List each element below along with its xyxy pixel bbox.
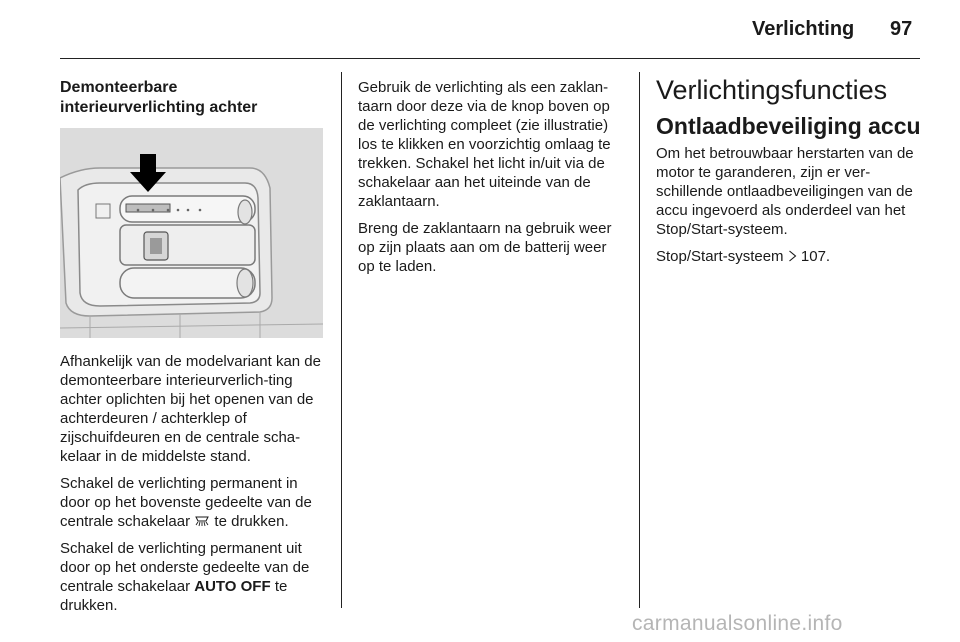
section-title-line2: interieurverlichting achter: [60, 99, 258, 116]
left-column-text: [60, 352, 326, 623]
removable-interior-lamp-illustration: [60, 128, 323, 338]
right-column: [656, 74, 922, 274]
lamp-illustration-icon: [60, 128, 323, 338]
watermark: carmanualsonline.info: [632, 612, 843, 635]
left-paragraph-2: [60, 474, 326, 531]
middle-column: [358, 78, 624, 284]
section-title-line1: Demonteerbare: [60, 79, 178, 96]
section-heading: Ontlaadbeveiliging accu: [656, 113, 921, 139]
right-paragraph-2: [656, 247, 922, 266]
left-paragraph-2-tail: te drukken.: [214, 513, 289, 530]
left-paragraph-3-text: Schakel de verlichting permanent uit door op het onderste gedeelte van de centrale schakelaar: [60, 540, 310, 595]
stop-start-page-number: 107.: [800, 248, 831, 265]
chapter-heading: Verlichtingsfuncties: [656, 75, 888, 105]
left-paragraph-3: [60, 539, 326, 615]
page-header-title: Verlichting: [752, 18, 855, 40]
left-column: [60, 78, 326, 118]
column-divider-right: [639, 72, 640, 608]
stop-start-reference-text: Stop/Start-systeem: [656, 248, 784, 265]
page-reference-arrow-icon: [788, 249, 797, 263]
auto-off-label: AUTO OFF: [194, 578, 271, 595]
page-number: 97: [890, 18, 913, 40]
section-title: [60, 78, 326, 118]
column-divider-left: [341, 72, 342, 608]
right-paragraph-1: Om het betrouwbaar herstarten van de motor te garanderen, zijn er ver-schillende ontlaadbeveiligingen van de accu ingevoerd als onderdeel van het Stop/Start-systeem.: [656, 145, 914, 238]
middle-paragraph-1: Gebruik de verlichting als een zaklan-taarn door deze via de knop boven op de verlichting compleet (zie illustratie) los te klikken en voorzichtig omlaag te trekken. Schakel het licht in/uit via de schakelaar aan het uiteinde van de zaklantaarn.: [358, 79, 611, 210]
left-paragraph-3-tail: te drukken.: [60, 578, 288, 614]
header-divider: [60, 58, 920, 59]
interior-light-on-icon: [194, 514, 210, 528]
left-paragraph-2-text: Schakel de verlichting permanent in door op het bovenste gedeelte van de centrale schakelaar: [60, 475, 312, 530]
middle-paragraph-2: Breng de zaklantaarn na gebruik weer op zijn plaats aan om de batterij weer op te laden.: [358, 220, 612, 275]
left-paragraph-1: Afhankelijk van de modelvariant kan de demonteerbare interieurverlich-ting achter oplichten bij het openen van de achterdeuren / achterklep of zijschuifdeuren en de centrale scha-kelaar in de middelste stand.: [60, 353, 321, 465]
